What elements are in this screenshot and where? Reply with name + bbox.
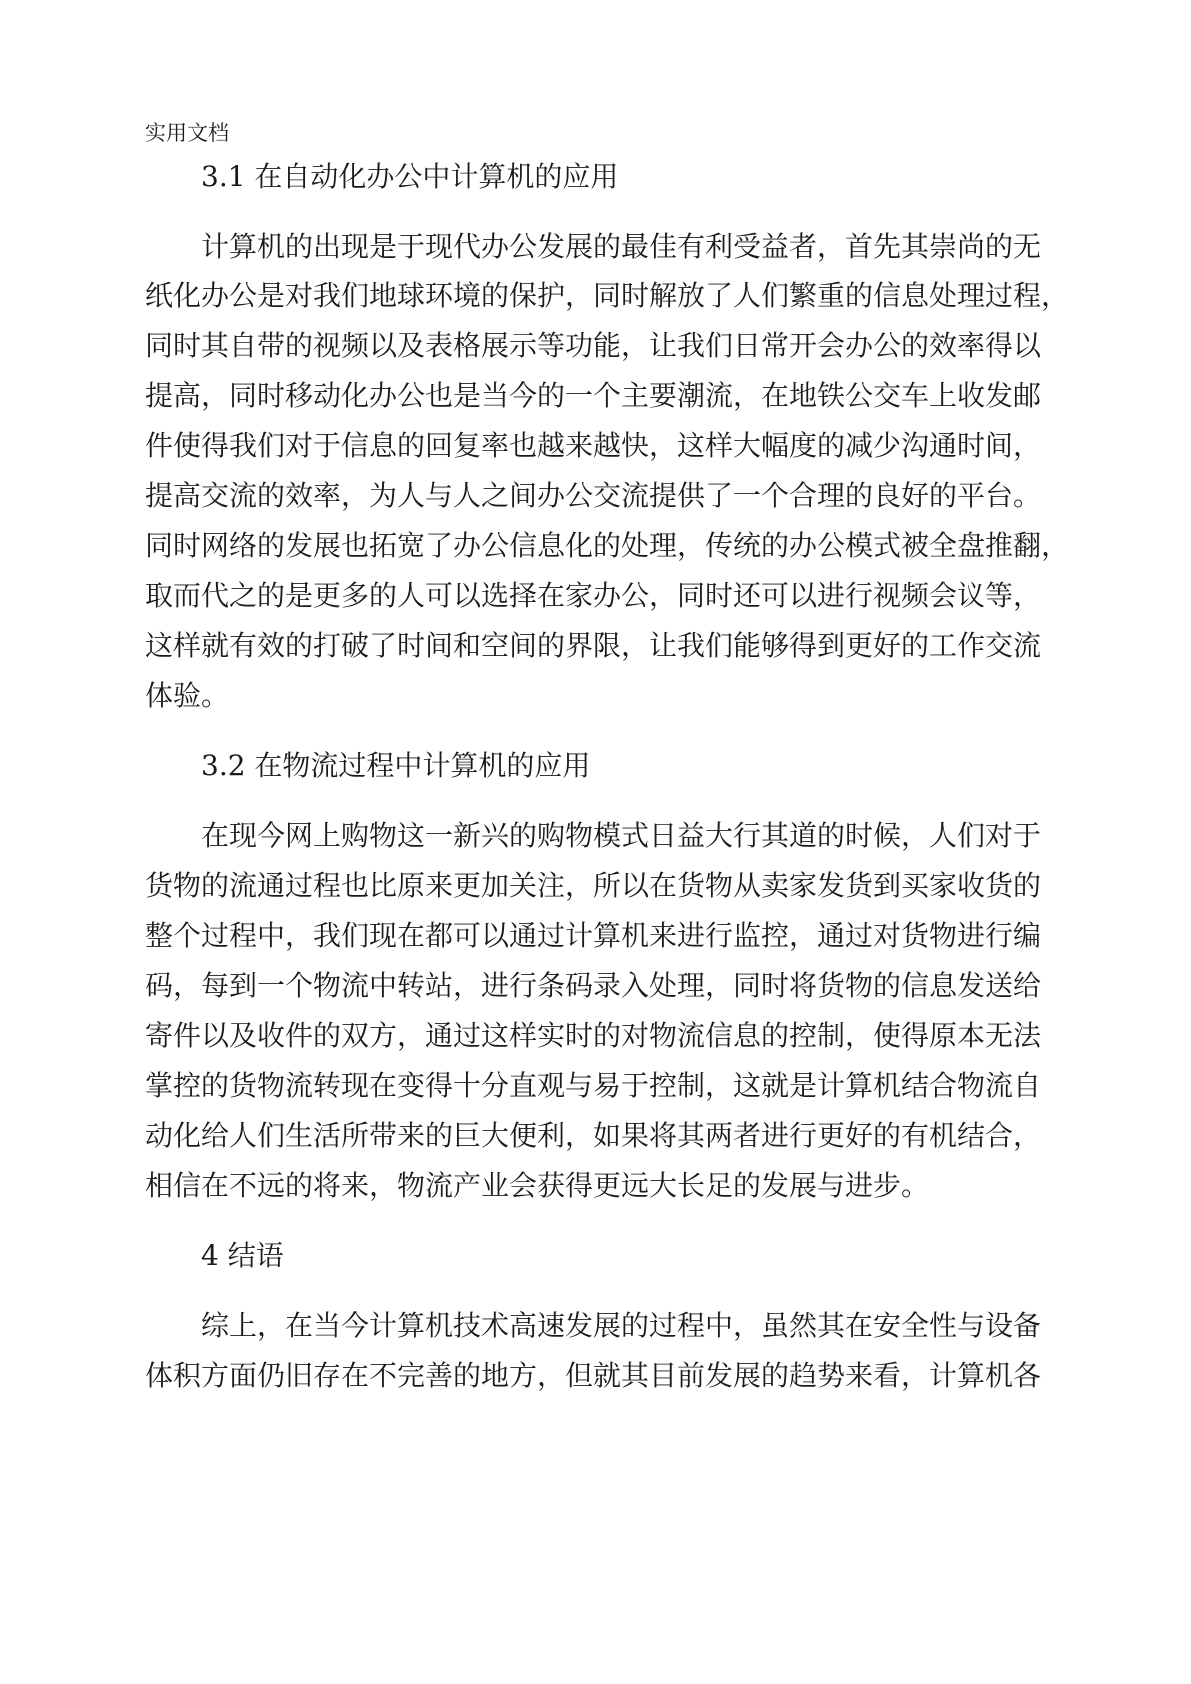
page-header: 实用文档: [145, 121, 229, 145]
section-heading-4: 4 结语: [201, 1239, 284, 1272]
paragraph-line: 件使得我们对于信息的回复率也越来越快，这样大幅度的减少沟通时间，: [145, 429, 1042, 462]
paragraph-line: 货物的流通过程也比原来更加关注，所以在货物从卖家发货到买家收货的: [145, 869, 1042, 902]
paragraph-line: 同时网络的发展也拓宽了办公信息化的处理，传统的办公模式被全盘推翻，: [145, 529, 1070, 562]
paragraph-line: 提高，同时移动化办公也是当今的一个主要潮流，在地铁公交车上收发邮: [145, 379, 1042, 412]
paragraph-line: 体验。: [145, 679, 230, 712]
section-heading-3-2: 3.2 在物流过程中计算机的应用: [201, 749, 591, 782]
paragraph-line: 在现今网上购物这一新兴的购物模式日益大行其道的时候，人们对于: [201, 819, 1042, 852]
paragraph-line: 这样就有效的打破了时间和空间的界限，让我们能够得到更好的工作交流: [145, 629, 1042, 662]
section-heading-3-1: 3.1 在自动化办公中计算机的应用: [201, 160, 619, 193]
paragraph-line: 相信在不远的将来，物流产业会获得更远大长足的发展与进步。: [145, 1169, 930, 1202]
paragraph-line: 掌控的货物流转现在变得十分直观与易于控制，这就是计算机结合物流自: [145, 1069, 1042, 1102]
paragraph-line: 体积方面仍旧存在不完善的地方，但就其目前发展的趋势来看，计算机各: [145, 1359, 1042, 1392]
paragraph-line: 码，每到一个物流中转站，进行条码录入处理，同时将货物的信息发送给: [145, 969, 1042, 1002]
paragraph-line: 综上，在当今计算机技术高速发展的过程中，虽然其在安全性与设备: [201, 1309, 1042, 1342]
paragraph-line: 寄件以及收件的双方，通过这样实时的对物流信息的控制，使得原本无法: [145, 1019, 1042, 1052]
paragraph-line: 纸化办公是对我们地球环境的保护，同时解放了人们繁重的信息处理过程，: [145, 279, 1070, 312]
paragraph-line: 计算机的出现是于现代办公发展的最佳有利受益者，首先其崇尚的无: [201, 230, 1042, 263]
paragraph-line: 同时其自带的视频以及表格展示等功能，让我们日常开会办公的效率得以: [145, 329, 1042, 362]
paragraph-line: 提高交流的效率，为人与人之间办公交流提供了一个合理的良好的平台。: [145, 479, 1042, 512]
paragraph-line: 动化给人们生活所带来的巨大便利，如果将其两者进行更好的有机结合，: [145, 1119, 1042, 1152]
paragraph-line: 整个过程中，我们现在都可以通过计算机来进行监控，通过对货物进行编: [145, 919, 1042, 952]
paragraph-line: 取而代之的是更多的人可以选择在家办公，同时还可以进行视频会议等，: [145, 579, 1042, 612]
